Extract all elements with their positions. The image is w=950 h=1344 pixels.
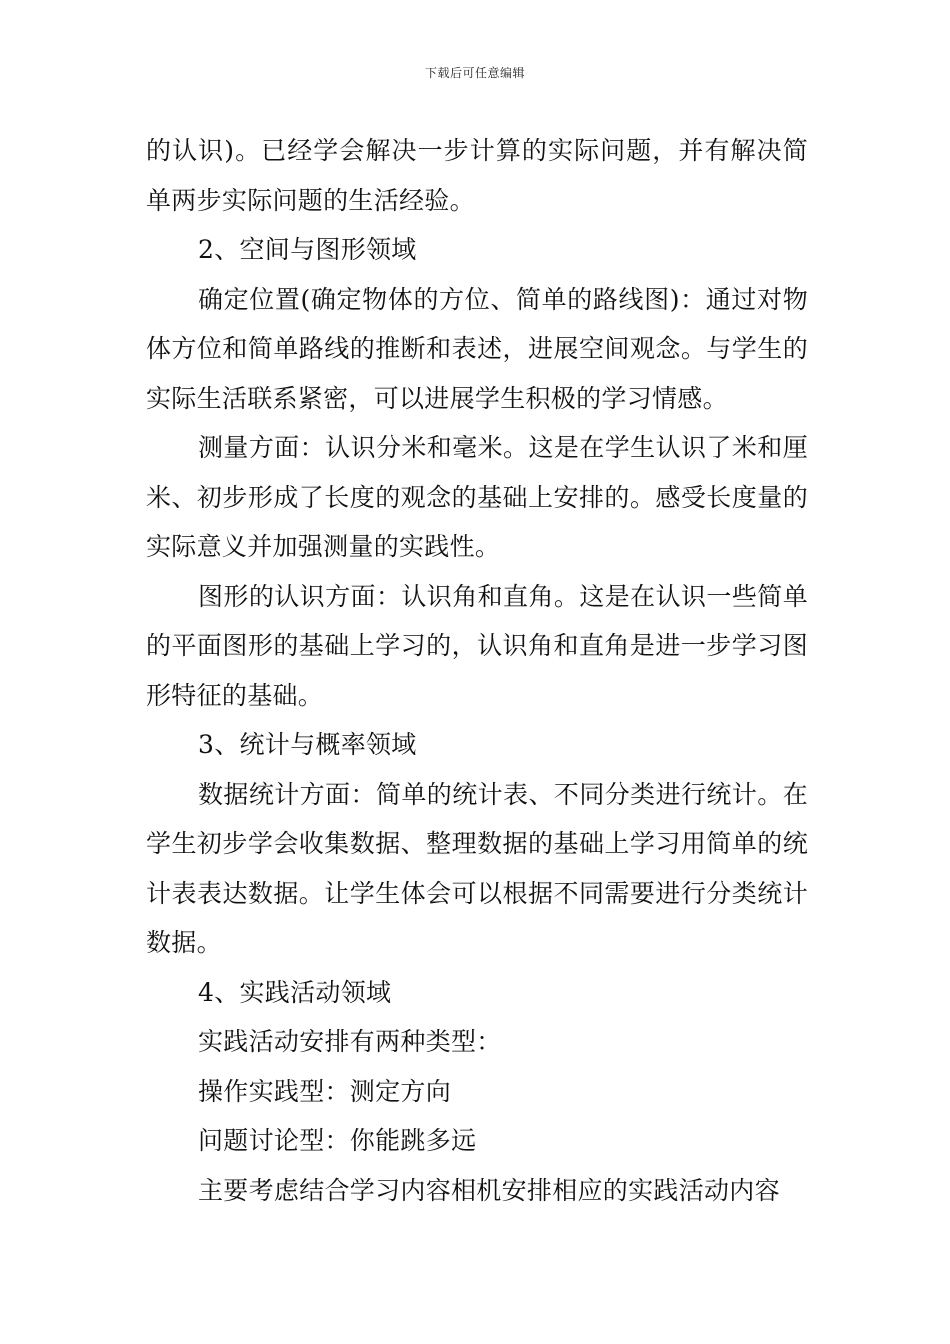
paragraph-practice-types: 实践活动安排有两种类型： (198, 1027, 502, 1056)
paragraph-discussion-type: 问题讨论型：你能跳多远 (198, 1126, 477, 1155)
paragraph-1: 的认识)。已经学会解决一步计算的实际问题，并有解决简单两步实际问题的生活经验。 (146, 136, 808, 215)
section-heading-practice: 4、实践活动领域 (198, 977, 392, 1007)
section-heading-statistics: 3、统计与概率领域 (198, 730, 417, 759)
paragraph-shapes: 图形的认识方面：认识角和直角。这是在认识一些简单的平面图形的基础上学习的，认识角和直角是进一步学习图形特征的基础。 (146, 581, 808, 710)
paragraph-position: 确定位置(确定物体的方位、简单的路线图)：通过对物体方位和简单路线的推断和表述，进展空间观念。与学生的实际生活联系紧密，可以进展学生积极的学习情感。 (146, 284, 808, 413)
paragraph-main-consideration: 主要考虑结合学习内容相机安排相应的实践活动内容 (198, 1175, 780, 1205)
section-heading-space-geometry: 2、空间与图形领域 (198, 235, 417, 264)
document-body (146, 126, 808, 1215)
paragraph-statistics: 数据统计方面：简单的统计表、不同分类进行统计。在学生初步学会收集数据、整理数据的基础上学习用简单的统计表表达数据。让学生体会可以根据不同需要进行分类统计数据。 (146, 779, 808, 957)
page-header: 下载后可任意编辑 (424, 66, 525, 80)
paragraph-operation-type: 操作实践型：测定方向 (198, 1076, 452, 1106)
paragraph-measurement: 测量方面：认识分米和毫米。这是在学生认识了米和厘米、初步形成了长度的观念的基础上安排的。感受长度量的实际意义并加强测量的实践性。 (146, 433, 808, 561)
